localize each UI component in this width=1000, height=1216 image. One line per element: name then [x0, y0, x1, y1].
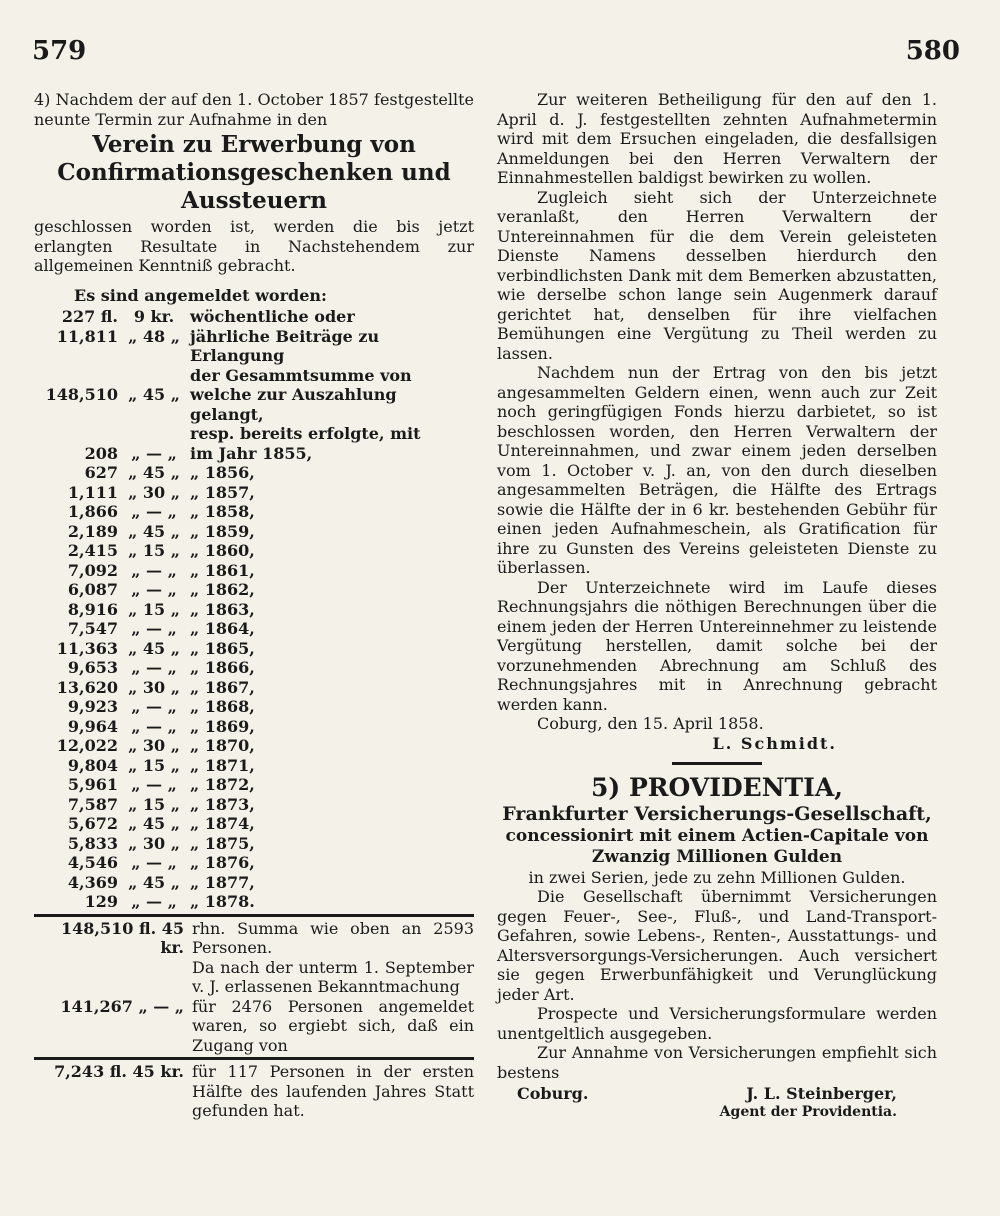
row-amt: 5,961 [67, 775, 118, 794]
row-amt: 13,620 [56, 677, 118, 697]
agent-city: Coburg. [517, 1084, 589, 1103]
row-amt: 8,916 [67, 599, 118, 619]
row-amt: 9,923 [67, 697, 118, 716]
row-desc: „ 1861, [190, 560, 255, 580]
row-mid: „ 30 „ [128, 677, 180, 697]
insurance-types: Die Gesellschaft übernimmt Versicherungen gegen Feuer-, See-, Fluß-, und Land-Transport-Gefahren, sowie Lebens-, Renten-, Ausstattungs- und Altersversorgungs-Versicherungen. Auch versichert sie gegen Erwerbunfähigkeit und Verunglückung jeder Art. [497, 887, 937, 1004]
section-number: 5) [591, 772, 621, 802]
row-amt: 148,510 [45, 385, 118, 404]
row-desc: „ 1865, [190, 638, 255, 658]
row-mid: 9 kr. [133, 307, 175, 326]
table-row [34, 307, 474, 327]
signature: L. Schmidt. [712, 733, 837, 753]
row-desc: „ 1863, [190, 599, 255, 619]
table-row [34, 775, 474, 795]
table-row [34, 385, 474, 424]
table-row [34, 600, 474, 620]
table-row [34, 444, 474, 464]
row-mid: „ 45 „ [128, 463, 180, 482]
row-mid: „ 45 „ [128, 872, 180, 892]
association-heading: Verein zu Erwerbung von Confirmationsgeschenken und Aussteuern [57, 131, 451, 214]
table-row [34, 678, 474, 698]
row-amt: 9,653 [67, 658, 118, 677]
page-number-left: 579 [32, 36, 87, 66]
row-amt: 227 fl. [61, 307, 118, 326]
table-row [34, 463, 474, 483]
row-amt: 11,811 [56, 326, 118, 346]
table-row [34, 424, 474, 444]
row-amt: 11,363 [56, 638, 118, 658]
table-row [34, 541, 474, 561]
row-mid: „ — „ [131, 697, 177, 716]
previous-sum-line [34, 997, 474, 1056]
row-desc: der Gesammtsumme von [190, 365, 412, 385]
row-mid: „ 45 „ [128, 638, 180, 658]
row-mid: „ 45 „ [128, 521, 180, 541]
left-column [34, 90, 474, 1121]
row-mid: „ 30 „ [128, 833, 180, 853]
row-desc: „ 1876, [190, 853, 255, 872]
row-amt [34, 366, 122, 386]
row-amt: 4,369 [67, 872, 118, 892]
row-mid: „ 30 „ [128, 736, 180, 755]
agent-signature-row [497, 1084, 937, 1104]
row-amt: 5,833 [67, 833, 118, 853]
row-desc: wöchentliche oder [190, 307, 355, 326]
company-series: in zwei Serien, jede zu zehn Millionen Gulden. [528, 867, 906, 887]
row-amt: 1,866 [67, 502, 118, 521]
row-mid: „ 15 „ [128, 541, 180, 560]
recommendation-text: Zur Annahme von Versicherungen empfiehlt sich bestens [497, 1043, 937, 1082]
table-row [34, 717, 474, 737]
row-mid: „ — „ [131, 560, 177, 580]
row-amt: 9,964 [67, 716, 118, 736]
table-row [34, 736, 474, 756]
company-subtitle: Frankfurter Versicherungs-Gesellschaft, [502, 802, 932, 825]
table-row [34, 619, 474, 639]
company-capital: concessionirt mit einem Actien-Capitale von Zwanzig Millionen Gulden [505, 825, 929, 867]
row-amt: 208 [84, 443, 118, 463]
difference-line [34, 1062, 474, 1121]
difference-amount: 7,243 fl. 45 kr. [54, 1062, 184, 1081]
table-row [34, 522, 474, 542]
row-desc: „ 1875, [190, 833, 255, 853]
row-mid: „ — „ [131, 443, 177, 463]
row-mid: „ 48 „ [128, 326, 180, 346]
row-desc: resp. bereits erfolgte, mit [190, 424, 421, 443]
row-desc: jährliche Beiträge zu Erlangung [190, 326, 380, 365]
sum-rule [34, 914, 474, 917]
row-desc: „ 1874, [190, 814, 255, 833]
agent-role: Agent der Providentia. [719, 1104, 897, 1120]
row-desc: „ 1859, [190, 521, 255, 541]
row-desc: „ 1868, [190, 697, 255, 716]
row-amt: 9,804 [67, 755, 118, 775]
row-desc: „ 1857, [190, 482, 255, 502]
paragraph-accounting: Der Unterzeichnete wird im Laufe dieses Rechnungsjahrs die nöthigen Berechnungen über die einem jeden der Herren Untereinnehmer zu leistende Vergütung herstellen, damit solche bei der vorzunehmenden Abrechnung am Schluß des Rechnungsjahres mit in Anrechnung gebracht werden kann. [497, 577, 937, 714]
agent-name: J. L. Steinberger, [746, 1084, 897, 1103]
table-row [34, 795, 474, 815]
right-column [497, 90, 937, 1120]
paragraph-thanks: Zugleich sieht sich der Unterzeichnete veranlaßt, den Herren Verwaltern der Untereinnahmen für die dem Verein geleisteten Dienste Namens desselben hierdurch den verbindlichsten Dank mit dem Bemerken abzustatten, wie derselbe schon lange sein Augenmerk darauf gerichtet hat, denselben für ihre vielfachen Bemühungen eine Vergütung zu Theil werden zu lassen. [497, 187, 937, 363]
row-mid: „ — „ [131, 502, 177, 521]
previous-sum-amount: 141,267 „ — „ [60, 996, 184, 1016]
table-row [34, 327, 474, 366]
since-text: Da nach der unterm 1. September v. J. erlassenen Bekanntmachung [192, 957, 474, 996]
table-row [34, 834, 474, 854]
row-amt: 2,189 [67, 521, 118, 541]
row-amt: 4,546 [67, 853, 118, 872]
row-desc: welche zur Auszahlung gelangt, [190, 385, 397, 424]
row-mid: „ 45 „ [128, 814, 180, 833]
row-desc: „ 1872, [190, 775, 255, 794]
table-row [34, 639, 474, 659]
table-row [34, 853, 474, 873]
row-mid [122, 366, 186, 386]
row-amt [34, 424, 122, 444]
intro-text: 4) Nachdem der auf den 1. October 1857 festgestellte neunte Termin zur Aufnahme in den [34, 90, 474, 129]
row-desc: „ 1866, [190, 658, 255, 677]
previous-sum-text: für 2476 Personen angemeldet waren, so ergiebt sich, daß ein Zugang von [192, 996, 474, 1055]
date-line: Coburg, den 15. April 1858. [537, 714, 764, 733]
row-mid: „ 15 „ [128, 755, 180, 775]
row-mid: „ — „ [131, 658, 177, 677]
row-mid: „ 15 „ [128, 599, 180, 619]
table-row [34, 658, 474, 678]
row-amt: 1,111 [67, 482, 118, 502]
row-mid [122, 424, 186, 444]
row-desc: „ 1878. [190, 892, 255, 911]
table-row [34, 502, 474, 522]
section-divider [672, 762, 762, 765]
table-row [34, 814, 474, 834]
paragraph-invitation: Zur weiteren Betheiligung für den auf den 1. April d. J. festgestellten zehnten Aufnahmetermin wird mit dem Ersuchen eingeladen, die desfallsigen Anmeldungen bei den Herren Verwaltern der Einnahmestellen baldigst bewirken zu wollen. [497, 90, 937, 187]
since-line [34, 958, 474, 997]
table-row [34, 483, 474, 503]
row-desc: „ 1856, [190, 463, 255, 482]
row-mid: „ 45 „ [128, 385, 180, 404]
row-amt: 627 [84, 463, 118, 482]
sum-total-line [34, 919, 474, 958]
row-desc: „ 1870, [190, 736, 255, 755]
row-amt: 7,092 [67, 560, 118, 580]
table-row [34, 756, 474, 776]
row-desc: „ 1877, [190, 872, 255, 892]
difference-rule [34, 1057, 474, 1060]
company-name: PROVIDENTIA, [628, 772, 843, 802]
row-desc: „ 1871, [190, 755, 255, 775]
row-desc: „ 1867, [190, 677, 255, 697]
table-row [34, 366, 474, 386]
row-desc: „ 1862, [190, 580, 255, 599]
table-row [34, 697, 474, 717]
table-row [34, 873, 474, 893]
row-desc: „ 1873, [190, 794, 255, 814]
table-row [34, 580, 474, 600]
row-amt: 2,415 [67, 541, 118, 560]
row-amt: 6,087 [67, 580, 118, 599]
row-mid: „ — „ [131, 892, 177, 911]
table-row [34, 892, 474, 912]
prospectus-note: Prospecte und Versicherungsformulare werden unentgeltlich ausgegeben. [497, 1004, 937, 1043]
row-mid: „ 15 „ [128, 794, 180, 814]
paragraph-gratification: Nachdem nun der Ertrag von den bis jetzt angesammelten Geldern einen, wenn auch zur Zeit noch geringfügigen Fonds hierzu darbietet, so ist beschlossen worden, den Herren Verwaltern der Untereinnahmen, und zwar einem jeden derselben vom 1. October v. J. an, von den durch dieselben angesammelten Beträgen, die Hälfte des Ertrags sowie die Hälfte der in 6 kr. bestehenden Gebühr für einen jeden Aufnahmeschein, als Gratification für ihre zu Gunsten des Vereins geleisteten Dienste zu überlassen. [497, 363, 937, 577]
difference-text: für 117 Personen in der ersten Hälfte des laufenden Jahres Statt gefunden hat. [192, 1062, 474, 1120]
row-desc: im Jahr 1855, [190, 443, 313, 463]
row-amt: 129 [84, 892, 118, 911]
intro-text-2: geschlossen worden ist, werden die bis jetzt erlangten Resultate in Nachstehendem zur allgemeinen Kenntniß gebracht. [34, 217, 474, 275]
providentia-title [497, 773, 937, 803]
row-amt: 12,022 [56, 736, 118, 755]
table-row [34, 561, 474, 581]
sum-total-text: rhn. Summa wie oben an 2593 Personen. [192, 918, 474, 957]
row-mid: „ — „ [131, 853, 177, 872]
contribution-table [34, 307, 474, 912]
row-amt: 7,587 [67, 794, 118, 814]
row-mid: „ — „ [131, 580, 177, 599]
page-number-right: 580 [905, 36, 960, 66]
registered-label: Es sind angemeldet worden: [74, 285, 327, 305]
row-desc: „ 1869, [190, 716, 255, 736]
row-mid: „ — „ [131, 775, 177, 794]
row-desc: „ 1858, [190, 502, 255, 521]
row-amt: 5,672 [67, 814, 118, 833]
sum-total-amount: 148,510 fl. 45 kr. [61, 918, 184, 957]
row-desc: „ 1864, [190, 619, 255, 638]
row-mid: „ — „ [131, 619, 177, 638]
row-mid: „ 30 „ [128, 482, 180, 502]
row-mid: „ — „ [131, 716, 177, 736]
row-desc: „ 1860, [190, 541, 255, 560]
row-amt: 7,547 [67, 619, 118, 638]
